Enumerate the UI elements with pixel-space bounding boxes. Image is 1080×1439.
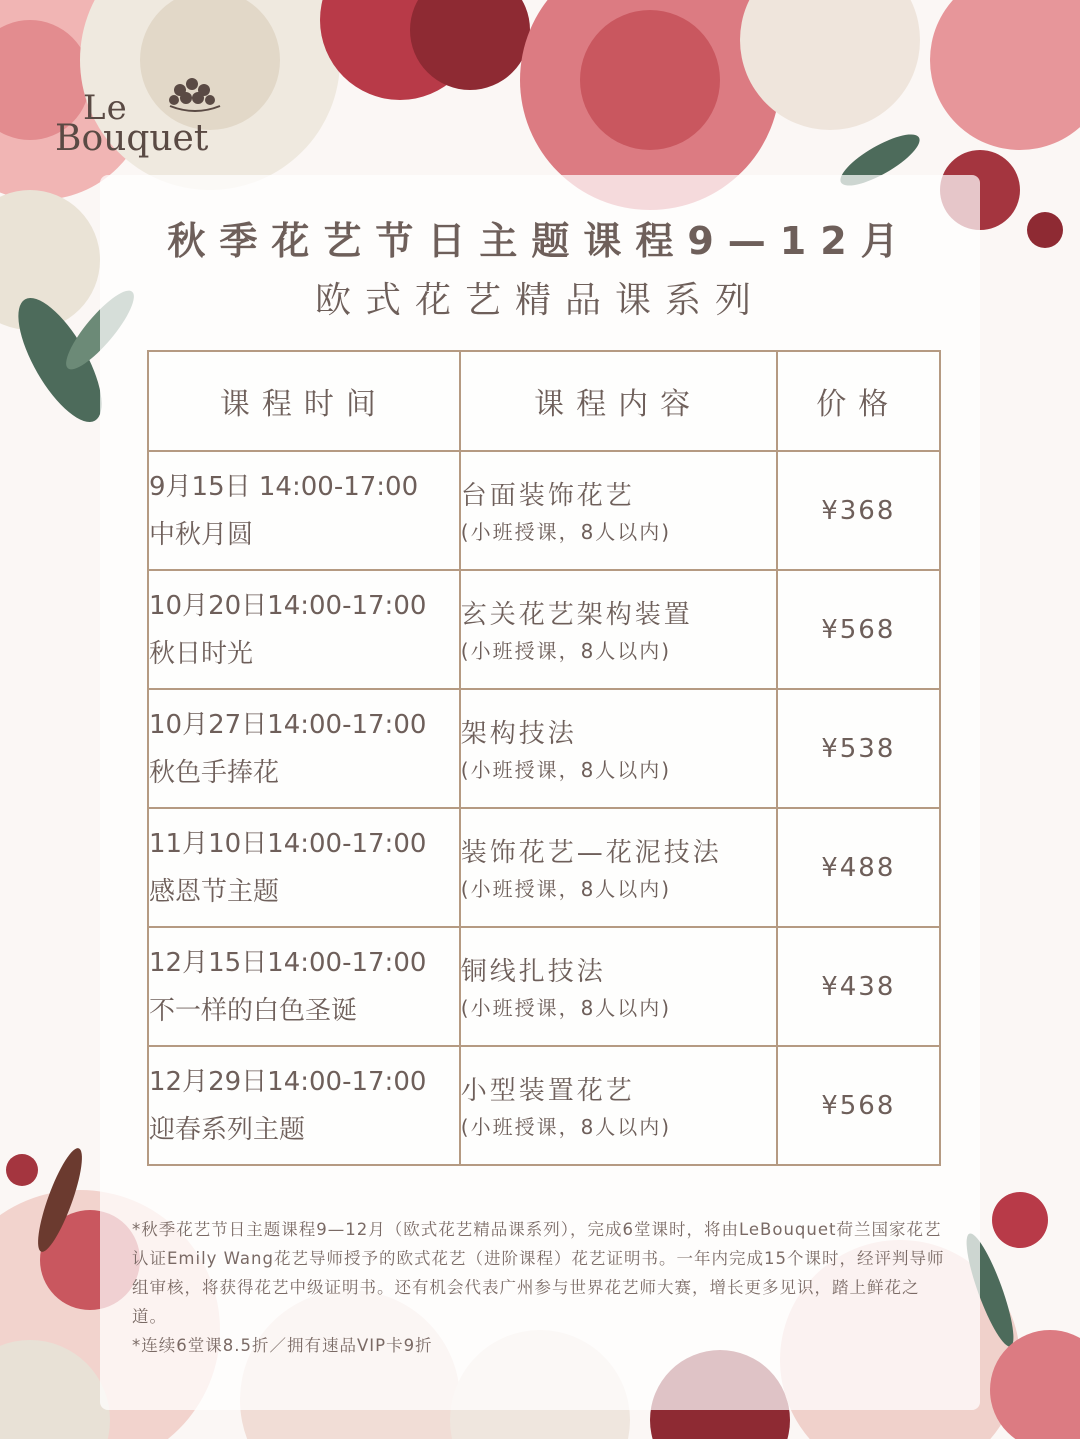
time-cell [148,927,460,1046]
header-price: 价格 [777,351,940,451]
table-row [148,808,940,927]
course-theme: 秋色手捧花 [149,757,280,788]
course-date: 12月15日14:00-17:00 [149,947,427,978]
course-theme: 不一样的白色圣诞 [149,995,358,1026]
course-name: 台面装饰花艺 [460,480,635,511]
course-date: 10月20日14:00-17:00 [149,590,427,621]
table-row [148,570,940,689]
price-cell: ¥538 [777,689,940,808]
time-cell [148,808,460,927]
time-cell [148,689,460,808]
class-size-note: (小班授课，8人以内) [460,995,672,1020]
course-date: 12月29日14:00-17:00 [149,1066,427,1097]
content-cell [460,451,777,570]
table-row [148,689,940,808]
page-title: 秋季花艺节日主题课程9—12月 [167,219,913,263]
course-date: 10月27日14:00-17:00 [149,709,427,740]
course-theme: 迎春系列主题 [149,1114,306,1145]
table-header-row [148,351,940,451]
course-theme: 秋日时光 [149,638,254,669]
course-theme: 感恩节主题 [149,876,280,907]
brand-logo [55,88,225,168]
course-name: 小型装置花艺 [460,1075,635,1106]
header-content: 课程内容 [460,351,777,451]
content-cell [460,689,777,808]
content-cell [460,808,777,927]
class-size-note: (小班授课，8人以内) [460,638,672,663]
course-date: 9月15日 14:00-17:00 [149,471,419,502]
price-cell: ¥488 [777,808,940,927]
price-cell: ¥568 [777,570,940,689]
class-size-note: (小班授课，8人以内) [460,876,672,901]
logo-text-le: Le [83,88,128,128]
table-row [148,927,940,1046]
footnote-certificate: *秋季花艺节日主题课程9—12月（欧式花艺精品课系列），完成6堂课时，将由LeBouquet荷兰国家花艺认证Emily Wang花艺导师授予的欧式花艺（进阶课程）花艺证明书。一年内完成15个课时，经评判导师组审核，将获得花艺中级证明书。还有机会代表广州参与世界花艺师大赛，增长更多见识，踏上鲜花之道。 [132,1220,945,1326]
footnotes [132,1215,952,1360]
footnote-discount: *连续6堂课8.5折／拥有速品VIP卡9折 [132,1336,433,1355]
class-size-note: (小班授课，8人以内) [460,519,672,544]
course-name: 架构技法 [460,718,577,749]
price-cell: ¥438 [777,927,940,1046]
class-size-note: (小班授课，8人以内) [460,757,672,782]
time-cell [148,1046,460,1165]
header-time: 课程时间 [148,351,460,451]
time-cell [148,451,460,570]
content-cell [460,570,777,689]
logo-text-bouquet: Bouquet [55,118,209,159]
course-name: 铜线扎技法 [460,956,606,987]
course-name: 玄关花艺架构装置 [460,599,693,630]
page-subtitle: 欧式花艺精品课系列 [314,280,765,321]
content-cell [460,927,777,1046]
price-cell: ¥568 [777,1046,940,1165]
table-row [148,1046,940,1165]
course-name: 装饰花艺—花泥技法 [460,837,722,868]
course-date: 11月10日14:00-17:00 [149,828,427,859]
bouquet-logo-icon [160,70,230,120]
price-cell: ¥368 [777,451,940,570]
class-size-note: (小班授课，8人以内) [460,1114,672,1139]
table-row [148,451,940,570]
course-theme: 中秋月圆 [149,519,254,550]
time-cell [148,570,460,689]
schedule-table [147,350,941,1166]
content-cell [460,1046,777,1165]
